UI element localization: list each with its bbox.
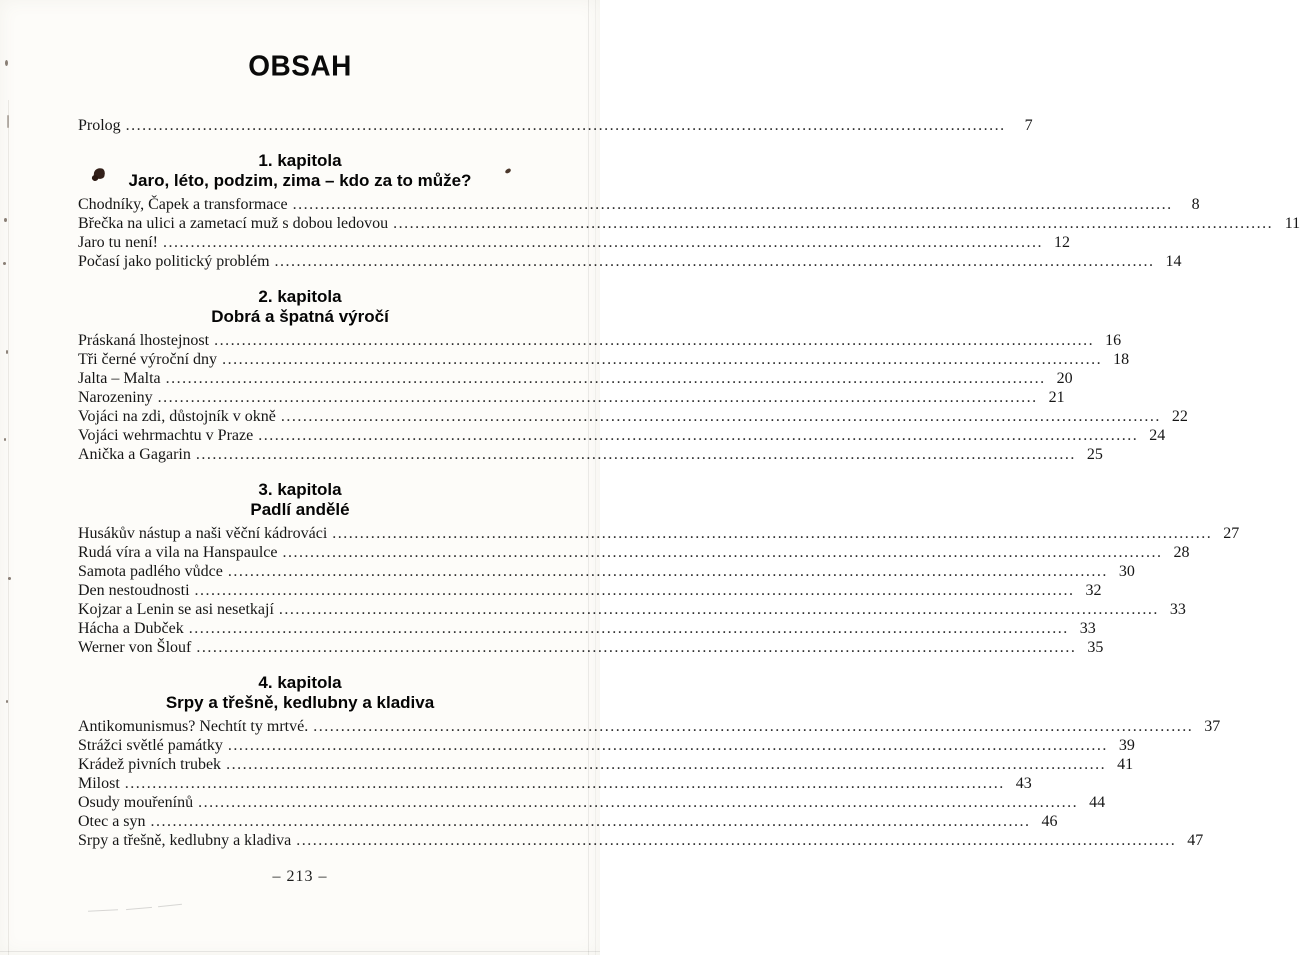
toc-entry-page: 25 (1086, 446, 1103, 463)
chapter-number: 4. kapitola (258, 673, 342, 692)
toc-entry-page: 12 (1053, 234, 1070, 251)
dot-leader: ................................................................................................................................................................ (150, 813, 1031, 830)
toc-entry-label: Samota padlého vůdce (78, 563, 223, 580)
dot-leader: ................................................................................................................................................................ (274, 253, 1155, 270)
chapter-block (78, 151, 1300, 271)
toc-entry-label: Den nestoudnosti (78, 582, 190, 599)
chapter-entries (78, 195, 1300, 271)
dot-leader: ................................................................................................................................................................ (226, 756, 1107, 773)
toc-entry (78, 445, 1103, 464)
toc-entry-page: 18 (1113, 351, 1130, 368)
toc-entry (78, 581, 1102, 600)
chapter-title: Jaro, léto, podzim, zima – kdo za to může? (128, 171, 472, 190)
toc-entry (78, 736, 1135, 755)
toc-entry-page: 46 (1041, 813, 1058, 830)
toc-entry (78, 793, 1106, 812)
toc-entry-page: 41 (1117, 756, 1134, 773)
toc-entry (78, 214, 1300, 233)
toc-entry-page: 16 (1105, 332, 1122, 349)
toc-entry-label: Vojáci wehrmachtu v Praze (78, 427, 254, 444)
toc-entry-label: Milost (78, 775, 120, 792)
toc-entry (78, 369, 1073, 388)
toc-entry-page: 32 (1085, 582, 1102, 599)
chapter-entries (78, 524, 1240, 657)
dot-leader: ................................................................................................................................................................ (195, 446, 1076, 463)
chapter-block (78, 480, 1240, 657)
chapter-entries (78, 331, 1188, 464)
toc-entry (78, 350, 1130, 369)
dot-leader: ................................................................................................................................................................ (162, 234, 1043, 251)
dot-leader: ................................................................................................................................................................ (198, 794, 1079, 811)
toc-entry (78, 195, 1200, 214)
chapter-number: 2. kapitola (258, 287, 342, 306)
toc-entry-label: Kojzar a Lenin se asi nesetkají (78, 601, 274, 618)
page-title: OBSAH (248, 49, 352, 82)
toc-entry-label: Vojáci na zdi, důstojník v okně (78, 408, 276, 425)
toc-entry (78, 388, 1065, 407)
page-number-footer: – 213 – (272, 868, 328, 885)
toc-entry-label: Jaro tu není! (78, 234, 158, 251)
chapter-number: 3. kapitola (258, 480, 342, 499)
dot-leader: ................................................................................................................................................................ (165, 370, 1046, 387)
chapter-title: Dobrá a špatná výročí (211, 307, 389, 326)
toc-entry-page: 33 (1079, 620, 1096, 637)
toc-entry (78, 252, 1182, 271)
toc-entry-label: Břečka na ulici a zametací muž s dobou ledovou (78, 215, 389, 232)
toc-entry (78, 831, 1204, 850)
toc-entry-page: 47 (1187, 832, 1204, 849)
toc-entry-label: Otec a syn (78, 813, 146, 830)
dot-leader: ................................................................................................................................................................ (296, 832, 1177, 849)
toc-entry-page: 8 (1191, 196, 1200, 213)
chapter-title: Padlí andělé (250, 500, 350, 519)
dot-leader: ................................................................................................................................................................ (278, 601, 1159, 618)
pencil-smudge (88, 904, 183, 913)
toc-entry-page: 21 (1048, 389, 1065, 406)
chapter-entries (78, 717, 1221, 850)
toc-entry-label: Husákův nástup a naši věční kádrováci (78, 525, 328, 542)
dot-leader: ................................................................................................................................................................ (280, 408, 1161, 425)
toc-entry (78, 755, 1134, 774)
toc-entry (78, 426, 1166, 445)
toc-entry-label: Narozeniny (78, 389, 153, 406)
toc-entry (78, 331, 1122, 350)
toc-entry (78, 774, 1032, 793)
toc-entry-page: 43 (1015, 775, 1032, 792)
chapters (78, 151, 1300, 850)
dot-leader: ................................................................................................................................................................ (282, 544, 1163, 561)
toc-entry-page: 27 (1223, 525, 1240, 542)
toc-entry (78, 619, 1096, 638)
chapter-number: 1. kapitola (258, 151, 342, 170)
toc-entry-page: 33 (1169, 601, 1186, 618)
dot-leader: ................................................................................................................................................................ (125, 117, 1006, 134)
toc-entry (78, 717, 1221, 736)
toc-entry (78, 812, 1058, 831)
dot-leader: ................................................................................................................................................................ (124, 775, 1005, 792)
toc-entry-page: 14 (1165, 253, 1182, 270)
toc-entry-label: Osudy mouřenínů (78, 794, 194, 811)
toc-entry-page: 22 (1171, 408, 1188, 425)
toc-entry-label: Antikomunismus? Nechtít ty mrtvé. (78, 718, 309, 735)
toc-entry (78, 524, 1240, 543)
dot-leader: ................................................................................................................................................................ (258, 427, 1139, 444)
toc-entry-label: Jalta – Malta (78, 370, 161, 387)
toc-entry-page: 35 (1087, 639, 1104, 656)
toc-entry-label: Chodníky, Čapek a transformace (78, 196, 288, 213)
dot-leader: ................................................................................................................................................................ (227, 563, 1108, 580)
toc-entry-page: 7 (1024, 117, 1033, 134)
dot-leader: ................................................................................................................................................................ (292, 196, 1173, 213)
toc-entry (78, 600, 1186, 619)
toc-entry-page: 30 (1118, 563, 1135, 580)
toc-entry-label: Krádež pivních trubek (78, 756, 222, 773)
toc-entry-page: 37 (1204, 718, 1221, 735)
toc-entry-label: Hácha a Dubček (78, 620, 184, 637)
chapter-block (78, 287, 1188, 464)
toc-entry (78, 233, 1070, 252)
toc-entry (78, 638, 1104, 657)
dot-leader: ................................................................................................................................................................ (222, 351, 1103, 368)
toc-entry-label: Tři černé výroční dny (78, 351, 218, 368)
chapter-title: Srpy a třešně, kedlubny a kladiva (165, 693, 435, 712)
toc-entry-label: Anička a Gagarin (78, 446, 191, 463)
toc-entry-label: Srpy a třešně, kedlubny a kladiva (78, 832, 292, 849)
dot-leader: ................................................................................................................................................................ (157, 389, 1038, 406)
dot-leader: ................................................................................................................................................................ (332, 525, 1213, 542)
toc-entry-label: Počasí jako politický problém (78, 253, 270, 270)
toc-entry-page: 39 (1118, 737, 1135, 754)
chapter-block (78, 673, 1221, 850)
toc-entry-prolog (78, 116, 1033, 135)
toc-entry (78, 407, 1188, 426)
toc-entry-page: 20 (1056, 370, 1073, 387)
toc-entry-label: Strážci světlé památky (78, 737, 223, 754)
toc-entry-label: Werner von Šlouf (78, 639, 192, 656)
toc-entry-page: 44 (1089, 794, 1106, 811)
toc-entry (78, 543, 1190, 562)
dot-leader: ................................................................................................................................................................ (313, 718, 1194, 735)
dot-leader: ................................................................................................................................................................ (196, 639, 1077, 656)
toc-entry-label: Práskaná lhostejnost (78, 332, 210, 349)
dot-leader: ................................................................................................................................................................ (214, 332, 1095, 349)
toc-entry-label: Rudá víra a vila na Hanspaulce (78, 544, 278, 561)
page-edge-line (0, 951, 600, 952)
toc-entry-page: 28 (1173, 544, 1190, 561)
dot-leader: ................................................................................................................................................................ (393, 215, 1274, 232)
toc-entry-page: 11 (1284, 215, 1300, 232)
dot-leader: ................................................................................................................................................................ (188, 620, 1069, 637)
toc-entry-page: 24 (1149, 427, 1166, 444)
toc-entry-label: Prolog (78, 117, 121, 134)
toc-entry (78, 562, 1135, 581)
dot-leader: ................................................................................................................................................................ (194, 582, 1075, 599)
dot-leader: ................................................................................................................................................................ (227, 737, 1108, 754)
